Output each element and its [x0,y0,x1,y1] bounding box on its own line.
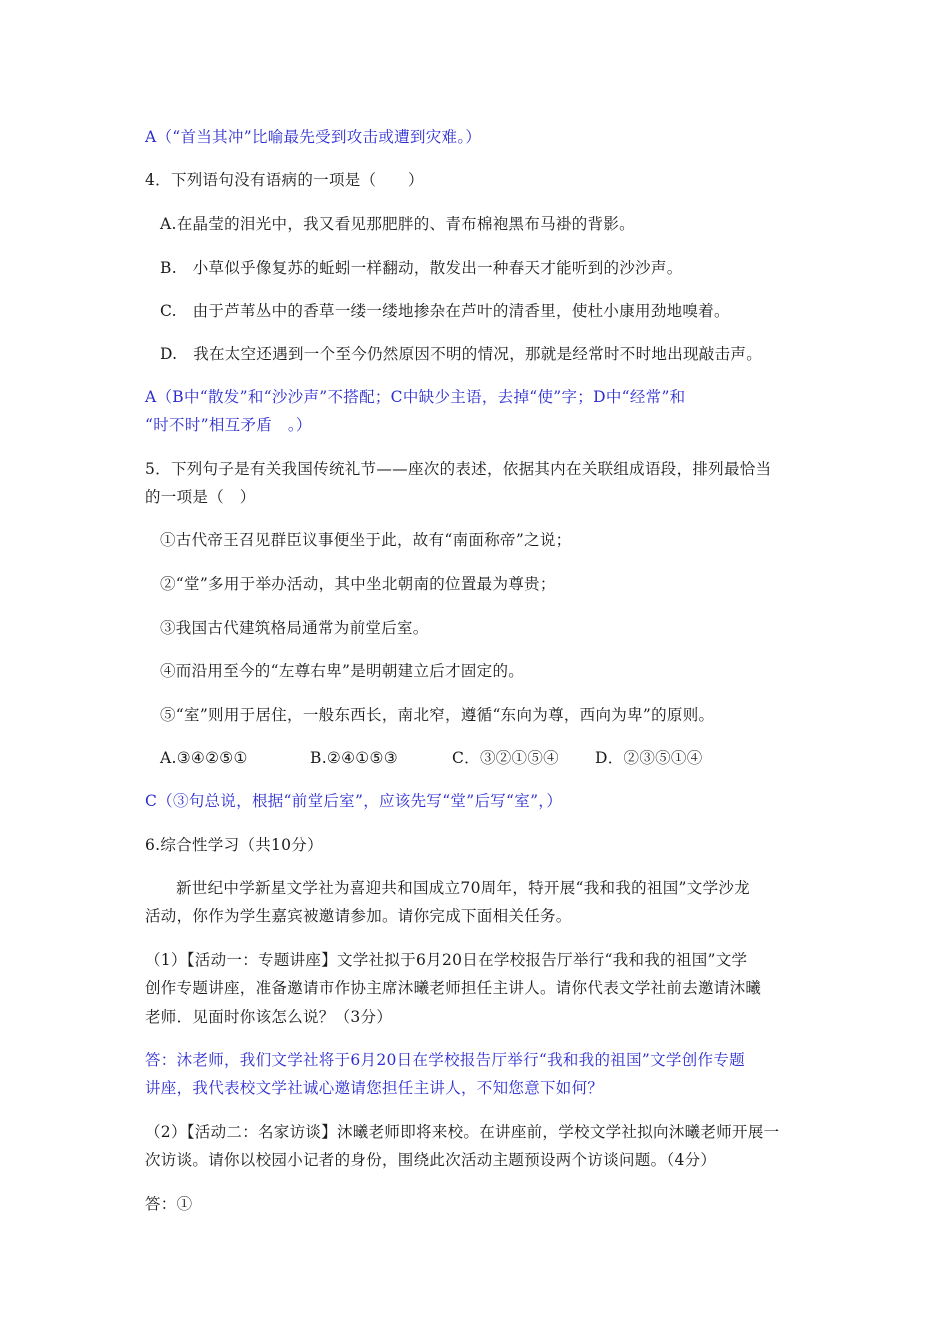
question-6-2-line-2: 次访谈。请你以校园小记者的身份，围绕此次活动主题预设两个访谈问题。（4分） [145,1151,717,1169]
question-6-1-line-3: 老师．见面时你该怎么说？（3分） [145,1008,393,1026]
answer-q4-line-1: A（B中“散发”和“沙沙声”不搭配；C中缺少主语，去掉“使”字；D中“经常”和 [145,388,686,406]
question-5-option-b: B.②④①⑤③ [310,749,398,767]
question-6-intro-line-1: 新世纪中学新星文学社为喜迎共和国成立70周年，特开展“我和我的祖国”文学沙龙 [176,879,750,897]
question-4-option-b: B. 小草似乎像复苏的蚯蚓一样翻动，散发出一种春天才能听到的沙沙声。 [160,259,683,277]
question-4-option-a: A.在晶莹的泪光中，我又看见那肥胖的、青布棉袍黑布马褂的背影。 [160,215,635,233]
question-5-option-d: D．②③⑤①④ [595,749,703,767]
answer-q4-line-2: “时不时”相互矛盾 。） [145,416,312,434]
question-4-stem: 4．下列语句没有语病的一项是（ ） [145,171,424,189]
question-5-option-c: C．③②①⑤④ [452,749,559,767]
question-5-option-a: A.③④②⑤① [160,749,248,767]
question-6-intro-line-2: 活动，你作为学生嘉宾被邀请参加。请你完成下面相关任务。 [145,907,572,925]
question-5-sentence-4: ④而沿用至今的“左尊右卑”是明朝建立后才固定的。 [160,662,525,680]
question-5-sentence-1: ①古代帝王召见群臣议事便坐于此，故有“南面称帝”之说； [160,531,572,549]
question-5-stem-line-2: 的一项是（ ） [145,488,256,506]
answer-q6-2-prompt: 答：① [145,1195,193,1213]
question-4-option-d: D. 我在太空还遇到一个至今仍然原因不明的情况，那就是经常时不时地出现敲击声。 [160,345,763,363]
answer-q3: A（“首当其冲”比喻最先受到攻击或遭到灾难。） [145,128,482,146]
question-6-1-line-2: 创作专题讲座，准备邀请市作协主席沐曦老师担任主讲人。请你代表文学社前去邀请沐曦 [145,979,762,997]
question-5-options [160,747,703,769]
answer-q5: C（③句总说，根据“前堂后室”，应该先写“堂”后写“室”，） [145,792,563,810]
question-4-option-c: C. 由于芦苇丛中的香草一缕一缕地掺杂在芦叶的清香里，使杜小康用劲地嗅着。 [160,302,730,320]
question-5-stem-line-1: 5．下列句子是有关我国传统礼节——座次的表述，依据其内在关联组成语段，排列最恰当 [145,460,772,478]
question-6-2-line-1: （2）【活动二：名家访谈】沐曦老师即将来校。在讲座前，学校文学社拟向沐曦老师开展一 [145,1123,780,1141]
question-6-title: 6.综合性学习（共10分） [145,836,323,854]
answer-q6-1-line-2: 讲座，我代表校文学社诚心邀请您担任主讲人，不知您意下如何？ [145,1079,604,1097]
question-6-1-line-1: （1）【活动一：专题讲座】文学社拟于6月20日在学校报告厅举行“我和我的祖国”文学 [145,951,748,969]
question-5-sentence-2: ②“堂”多用于举办活动，其中坐北朝南的位置最为尊贵； [160,575,556,593]
question-5-sentence-5: ⑤“室”则用于居住，一般东西长，南北窄，遵循“东向为尊，西向为卑”的原则。 [160,706,715,724]
answer-q6-1-line-1: 答：沐老师，我们文学社将于6月20日在学校报告厅举行“我和我的祖国”文学创作专题 [145,1051,745,1069]
question-5-sentence-3: ③我国古代建筑格局通常为前堂后室。 [160,619,429,637]
